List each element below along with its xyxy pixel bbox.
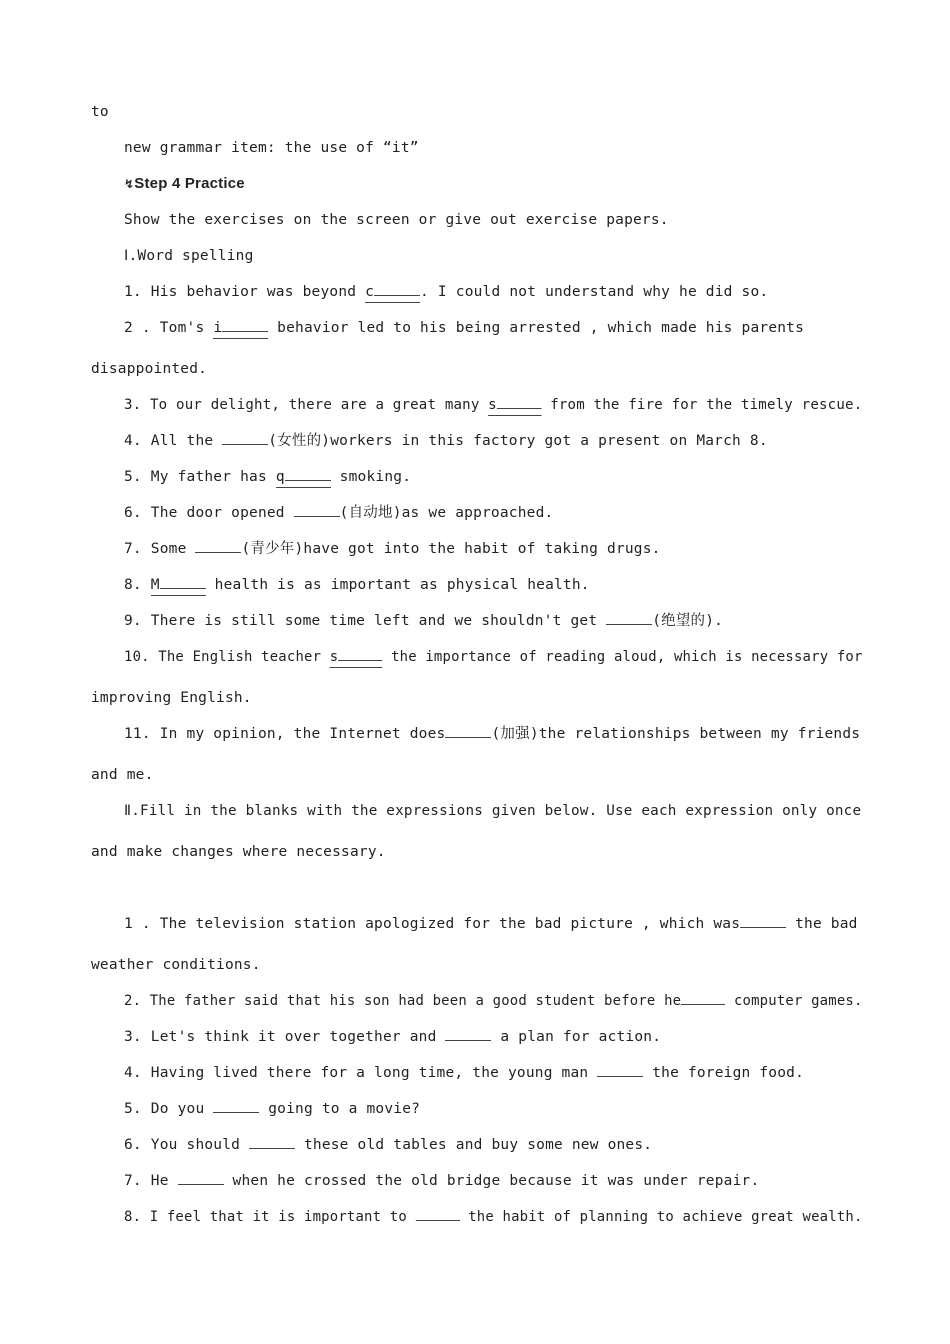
instruction-text: Show the exercises on the screen or give out exercise papers. — [124, 212, 669, 228]
answer-blank[interactable] — [178, 1171, 224, 1185]
answer-blank[interactable]: i — [213, 318, 268, 339]
part1-item-4: 4. All the (女性的)workers in this factory got a present on March 8. — [124, 433, 768, 449]
answer-blank[interactable] — [445, 724, 491, 738]
answer-blank[interactable]: s — [488, 395, 541, 416]
answer-blank[interactable]: c — [365, 282, 420, 303]
step-marker-icon: ↯ — [124, 177, 135, 191]
part1-item-9: 9. There is still some time left and we shouldn't get (绝望的). — [124, 613, 724, 629]
answer-blank[interactable] — [222, 431, 268, 445]
part1-item-2: 2 . Tom's i behavior led to his being arrested , which made his parents — [124, 318, 804, 339]
part1-item-1: 1. His behavior was beyond c . I could not understand why he did so. — [124, 282, 768, 303]
step-heading — [124, 174, 245, 194]
part1-item-11: 11. In my opinion, the Internet does (加强)the relationships between my friends — [124, 726, 861, 742]
part1-item-10: 10. The English teacher s the importance of reading aloud, which is necessary for — [124, 647, 863, 668]
part2-item-5: 5. Do you going to a movie? — [124, 1101, 421, 1117]
answer-blank[interactable]: s — [330, 647, 383, 668]
part2-heading: Ⅱ.Fill in the blanks with the expressions given below. Use each expression only once — [124, 803, 862, 819]
part1-item-6: 6. The door opened (自动地)as we approached. — [124, 505, 554, 521]
part2-item-2: 2. The father said that his son had been a good student before he computer games. — [124, 993, 863, 1009]
intro-line-2: new grammar item: the use of “it” — [124, 140, 419, 156]
answer-blank[interactable] — [249, 1135, 295, 1149]
answer-blank[interactable] — [681, 991, 725, 1005]
part2-item-6: 6. You should these old tables and buy some new ones. — [124, 1137, 653, 1153]
answer-blank[interactable] — [606, 611, 652, 625]
answer-blank[interactable] — [195, 539, 241, 553]
part2-item-4: 4. Having lived there for a long time, the young man the foreign food. — [124, 1065, 805, 1081]
part1-item-3: 3. To our delight, there are a great many s from the fire for the timely rescue. — [124, 395, 862, 416]
part2-item-1: 1 . The television station apologized for the bad picture , which was the bad — [124, 916, 858, 932]
part1-item-8: 8. M health is as important as physical health. — [124, 575, 590, 596]
part2-item-7: 7. He when he crossed the old bridge because it was under repair. — [124, 1173, 760, 1189]
answer-blank[interactable] — [445, 1027, 491, 1041]
part1-item-5: 5. My father has q smoking. — [124, 467, 411, 488]
part2-heading-cont: and make changes where necessary. — [91, 844, 386, 860]
answer-blank[interactable] — [740, 914, 786, 928]
answer-blank[interactable] — [415, 1207, 459, 1221]
part1-item-10-cont: improving English. — [91, 690, 252, 706]
part2-item-8: 8. I feel that it is important to the habit of planning to achieve great wealth. — [124, 1209, 863, 1225]
part2-item-3: 3. Let's think it over together and a plan for action. — [124, 1029, 662, 1045]
part1-heading: Ⅰ.Word spelling — [124, 248, 254, 264]
part1-item-2-cont: disappointed. — [91, 361, 208, 377]
part1-item-11-cont: and me. — [91, 767, 154, 783]
step-title: Step 4 Practice — [134, 175, 245, 192]
answer-blank[interactable]: M — [151, 575, 206, 596]
answer-blank[interactable] — [597, 1063, 643, 1077]
answer-blank[interactable] — [213, 1099, 259, 1113]
part2-item-1-cont: weather conditions. — [91, 957, 261, 973]
part1-item-7: 7. Some (青少年)have got into the habit of taking drugs. — [124, 541, 661, 557]
answer-blank[interactable]: q — [276, 467, 331, 488]
answer-blank[interactable] — [294, 503, 340, 517]
intro-line-1: to — [91, 104, 109, 120]
